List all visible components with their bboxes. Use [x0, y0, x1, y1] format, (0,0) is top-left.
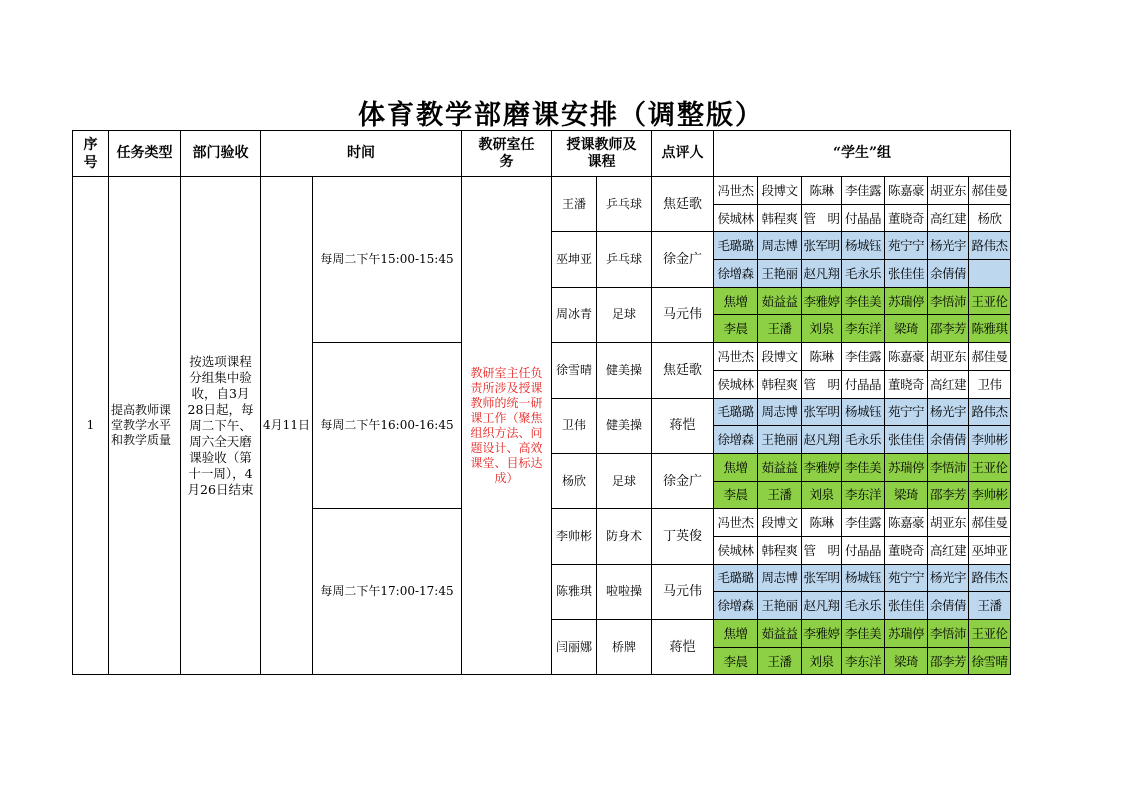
student-cell: 赵凡翔 — [802, 260, 842, 288]
student-cell: 李佳露 — [842, 343, 885, 371]
student-cell: 徐增森 — [714, 592, 758, 620]
student-cell: 陈琳 — [802, 509, 842, 537]
reviewer-name: 蒋恺 — [652, 620, 714, 675]
student-cell: 李东洋 — [842, 647, 885, 675]
reviewer-name: 马元伟 — [652, 564, 714, 619]
student-cell: 侯城林 — [714, 370, 758, 398]
student-cell: 王亚伦 — [969, 620, 1011, 648]
student-cell: 董晓奇 — [885, 204, 928, 232]
student-cell: 梁琦 — [885, 647, 928, 675]
student-cell: 李晨 — [714, 647, 758, 675]
student-cell: 余倩倩 — [928, 426, 969, 454]
dept-check-text: 按选项课程分组集中验收，自3月28日起，每周二下午、周六全天磨课验收（第十一周），4月26日结束 — [187, 353, 254, 497]
student-cell: 李佳美 — [842, 620, 885, 648]
student-cell: 王亚伦 — [969, 453, 1011, 481]
student-cell: 高红建 — [928, 536, 969, 564]
task-type-cell — [109, 177, 181, 675]
student-cell: 侯城林 — [714, 204, 758, 232]
student-cell: 李佳露 — [842, 177, 885, 205]
reviewer-name: 徐金广 — [652, 453, 714, 508]
student-cell: 毛永乐 — [842, 260, 885, 288]
seq-cell: 1 — [73, 177, 109, 675]
student-cell: 苑宁宁 — [885, 232, 928, 260]
student-cell: 路伟杰 — [969, 398, 1011, 426]
student-cell: 赵凡翔 — [802, 426, 842, 454]
student-cell: 苑宁宁 — [885, 398, 928, 426]
student-cell: 邵李芳 — [928, 315, 969, 343]
student-cell: 管 明 — [802, 370, 842, 398]
student-cell: 李雅婷 — [802, 620, 842, 648]
student-cell: 李晨 — [714, 481, 758, 509]
student-cell: 王艳丽 — [758, 592, 802, 620]
student-cell: 李佳美 — [842, 287, 885, 315]
student-cell: 毛璐璐 — [714, 398, 758, 426]
teacher-name: 巫坤亚 — [552, 232, 597, 287]
student-cell: 刘泉 — [802, 315, 842, 343]
header-row — [73, 131, 1011, 177]
student-cell: 邵李芳 — [928, 481, 969, 509]
student-cell: 付晶晶 — [842, 536, 885, 564]
student-cell: 陈雅琪 — [969, 315, 1011, 343]
student-cell: 李佳露 — [842, 509, 885, 537]
student-cell: 张佳佳 — [885, 592, 928, 620]
student-cell: 苏瑞停 — [885, 620, 928, 648]
header-dept-check: 部门验收 — [181, 131, 261, 177]
student-cell: 韩程爽 — [758, 536, 802, 564]
student-cell: 冯世杰 — [714, 177, 758, 205]
student-cell: 张佳佳 — [885, 260, 928, 288]
teacher-course: 桥牌 — [597, 620, 652, 675]
teacher-course: 啦啦操 — [597, 564, 652, 619]
teacher-course: 足球 — [597, 287, 652, 342]
student-cell: 冯世杰 — [714, 343, 758, 371]
student-cell: 段博文 — [758, 177, 802, 205]
student-cell: 王亚伦 — [969, 287, 1011, 315]
dept-check-cell — [181, 177, 261, 675]
student-cell: 梁琦 — [885, 315, 928, 343]
office-task-text: 教研室主任负责所涉及授课教师的统一研课工作（聚焦组织方法、问题设计、高效课堂、目标达成） — [470, 365, 543, 485]
student-cell: 韩程爽 — [758, 204, 802, 232]
student-cell: 王潘 — [758, 647, 802, 675]
student-cell: 焦增 — [714, 620, 758, 648]
student-cell: 李悟沛 — [928, 620, 969, 648]
student-cell: 苑宁宁 — [885, 564, 928, 592]
teacher-course: 健美操 — [597, 343, 652, 398]
student-cell: 邵李芳 — [928, 647, 969, 675]
student-cell: 周志博 — [758, 232, 802, 260]
student-cell: 李雅婷 — [802, 453, 842, 481]
student-cell: 付晶晶 — [842, 204, 885, 232]
student-cell: 管 明 — [802, 536, 842, 564]
header-teacher-course: 授课教师及课程 — [552, 131, 652, 177]
student-cell: 赵凡翔 — [802, 592, 842, 620]
reviewer-name: 徐金广 — [652, 232, 714, 287]
student-cell: 李东洋 — [842, 315, 885, 343]
student-cell: 徐雪晴 — [969, 647, 1011, 675]
student-cell: 徐增森 — [714, 260, 758, 288]
reviewer-name: 马元伟 — [652, 287, 714, 342]
student-cell: 张佳佳 — [885, 426, 928, 454]
student-cell: 高红建 — [928, 204, 969, 232]
teacher-course: 足球 — [597, 453, 652, 508]
header-seq: 序号 — [73, 131, 109, 177]
student-cell: 张军明 — [802, 564, 842, 592]
student-cell: 路伟杰 — [969, 564, 1011, 592]
student-cell: 余倩倩 — [928, 592, 969, 620]
student-cell: 杨光宇 — [928, 232, 969, 260]
student-cell: 陈琳 — [802, 343, 842, 371]
student-cell: 路伟杰 — [969, 232, 1011, 260]
student-cell: 郝佳曼 — [969, 509, 1011, 537]
student-cell: 张军明 — [802, 232, 842, 260]
student-cell: 李雅婷 — [802, 287, 842, 315]
reviewer-name: 蒋恺 — [652, 398, 714, 453]
student-cell: 刘泉 — [802, 481, 842, 509]
student-cell: 杨城钰 — [842, 232, 885, 260]
time-cell: 每周二下午15:00-15:45 — [313, 177, 462, 343]
date-cell: 4月11日 — [261, 177, 313, 675]
student-cell: 郝佳曼 — [969, 177, 1011, 205]
student-cell: 茹益益 — [758, 453, 802, 481]
header-reviewer: 点评人 — [652, 131, 714, 177]
student-cell: 段博文 — [758, 343, 802, 371]
student-cell: 周志博 — [758, 398, 802, 426]
teacher-name: 卫伟 — [552, 398, 597, 453]
student-cell: 苏瑞停 — [885, 287, 928, 315]
student-cell: 毛永乐 — [842, 426, 885, 454]
student-cell: 胡亚东 — [928, 343, 969, 371]
teacher-name: 闫丽娜 — [552, 620, 597, 675]
student-cell: 王艳丽 — [758, 260, 802, 288]
student-cell: 王艳丽 — [758, 426, 802, 454]
table-row — [73, 177, 1011, 205]
student-cell: 杨光宇 — [928, 398, 969, 426]
student-cell: 徐增森 — [714, 426, 758, 454]
student-cell: 杨欣 — [969, 204, 1011, 232]
student-cell: 冯世杰 — [714, 509, 758, 537]
student-cell: 毛璐璐 — [714, 232, 758, 260]
student-cell: 陈嘉豪 — [885, 509, 928, 537]
teacher-name: 周冰青 — [552, 287, 597, 342]
schedule-table — [72, 130, 1011, 675]
teacher-name: 李帅彬 — [552, 509, 597, 564]
student-cell: 杨光宇 — [928, 564, 969, 592]
student-cell: 段博文 — [758, 509, 802, 537]
student-cell: 陈嘉豪 — [885, 343, 928, 371]
teacher-name: 王潘 — [552, 177, 597, 232]
student-cell: 焦增 — [714, 287, 758, 315]
student-cell: 付晶晶 — [842, 370, 885, 398]
student-cell: 李帅彬 — [969, 481, 1011, 509]
student-cell: 韩程爽 — [758, 370, 802, 398]
time-cell: 每周二下午17:00-17:45 — [313, 509, 462, 675]
student-cell: 刘泉 — [802, 647, 842, 675]
reviewer-name: 焦廷歌 — [652, 177, 714, 232]
student-cell: 董晓奇 — [885, 370, 928, 398]
teacher-course: 乒乓球 — [597, 177, 652, 232]
header-task-type: 任务类型 — [109, 131, 181, 177]
student-cell: 管 明 — [802, 204, 842, 232]
student-cell: 侯城林 — [714, 536, 758, 564]
teacher-name: 杨欣 — [552, 453, 597, 508]
reviewer-name: 焦廷歌 — [652, 343, 714, 398]
student-cell: 陈琳 — [802, 177, 842, 205]
student-cell: 余倩倩 — [928, 260, 969, 288]
student-cell: 李晨 — [714, 315, 758, 343]
student-cell: 李帅彬 — [969, 426, 1011, 454]
teacher-course: 乒乓球 — [597, 232, 652, 287]
teacher-name: 徐雪晴 — [552, 343, 597, 398]
teacher-course: 健美操 — [597, 398, 652, 453]
student-cell: 毛璐璐 — [714, 564, 758, 592]
student-cell: 张军明 — [802, 398, 842, 426]
student-cell: 李悟沛 — [928, 453, 969, 481]
student-cell: 苏瑞停 — [885, 453, 928, 481]
student-cell: 焦增 — [714, 453, 758, 481]
student-cell: 巫坤亚 — [969, 536, 1011, 564]
student-cell: 郝佳曼 — [969, 343, 1011, 371]
schedule-body — [73, 177, 1011, 675]
student-cell: 陈嘉豪 — [885, 177, 928, 205]
student-cell: 梁琦 — [885, 481, 928, 509]
student-cell: 王潘 — [758, 315, 802, 343]
office-task-cell — [462, 177, 552, 675]
task-type-text: 提高教师课堂教学水平和教学质量 — [111, 403, 172, 448]
teacher-course: 防身术 — [597, 509, 652, 564]
time-cell: 每周二下午16:00-16:45 — [313, 343, 462, 509]
student-cell — [969, 260, 1011, 288]
page-title: 体育教学部磨课安排（调整版） — [358, 100, 764, 131]
header-office-task: 教研室任务 — [462, 131, 552, 177]
student-cell: 茹益益 — [758, 287, 802, 315]
student-cell: 董晓奇 — [885, 536, 928, 564]
student-cell: 李东洋 — [842, 481, 885, 509]
student-cell: 毛永乐 — [842, 592, 885, 620]
teacher-name: 陈雅琪 — [552, 564, 597, 619]
student-cell: 王潘 — [969, 592, 1011, 620]
student-cell: 胡亚东 — [928, 509, 969, 537]
student-cell: 李悟沛 — [928, 287, 969, 315]
header-student-group: “学生”组 — [714, 131, 1011, 177]
student-cell: 周志博 — [758, 564, 802, 592]
student-cell: 胡亚东 — [928, 177, 969, 205]
student-cell: 杨城钰 — [842, 398, 885, 426]
student-cell: 杨城钰 — [842, 564, 885, 592]
header-time: 时间 — [261, 131, 462, 177]
student-cell: 茹益益 — [758, 620, 802, 648]
student-cell: 李佳美 — [842, 453, 885, 481]
reviewer-name: 丁英俊 — [652, 509, 714, 564]
student-cell: 王潘 — [758, 481, 802, 509]
student-cell: 卫伟 — [969, 370, 1011, 398]
student-cell: 高红建 — [928, 370, 969, 398]
